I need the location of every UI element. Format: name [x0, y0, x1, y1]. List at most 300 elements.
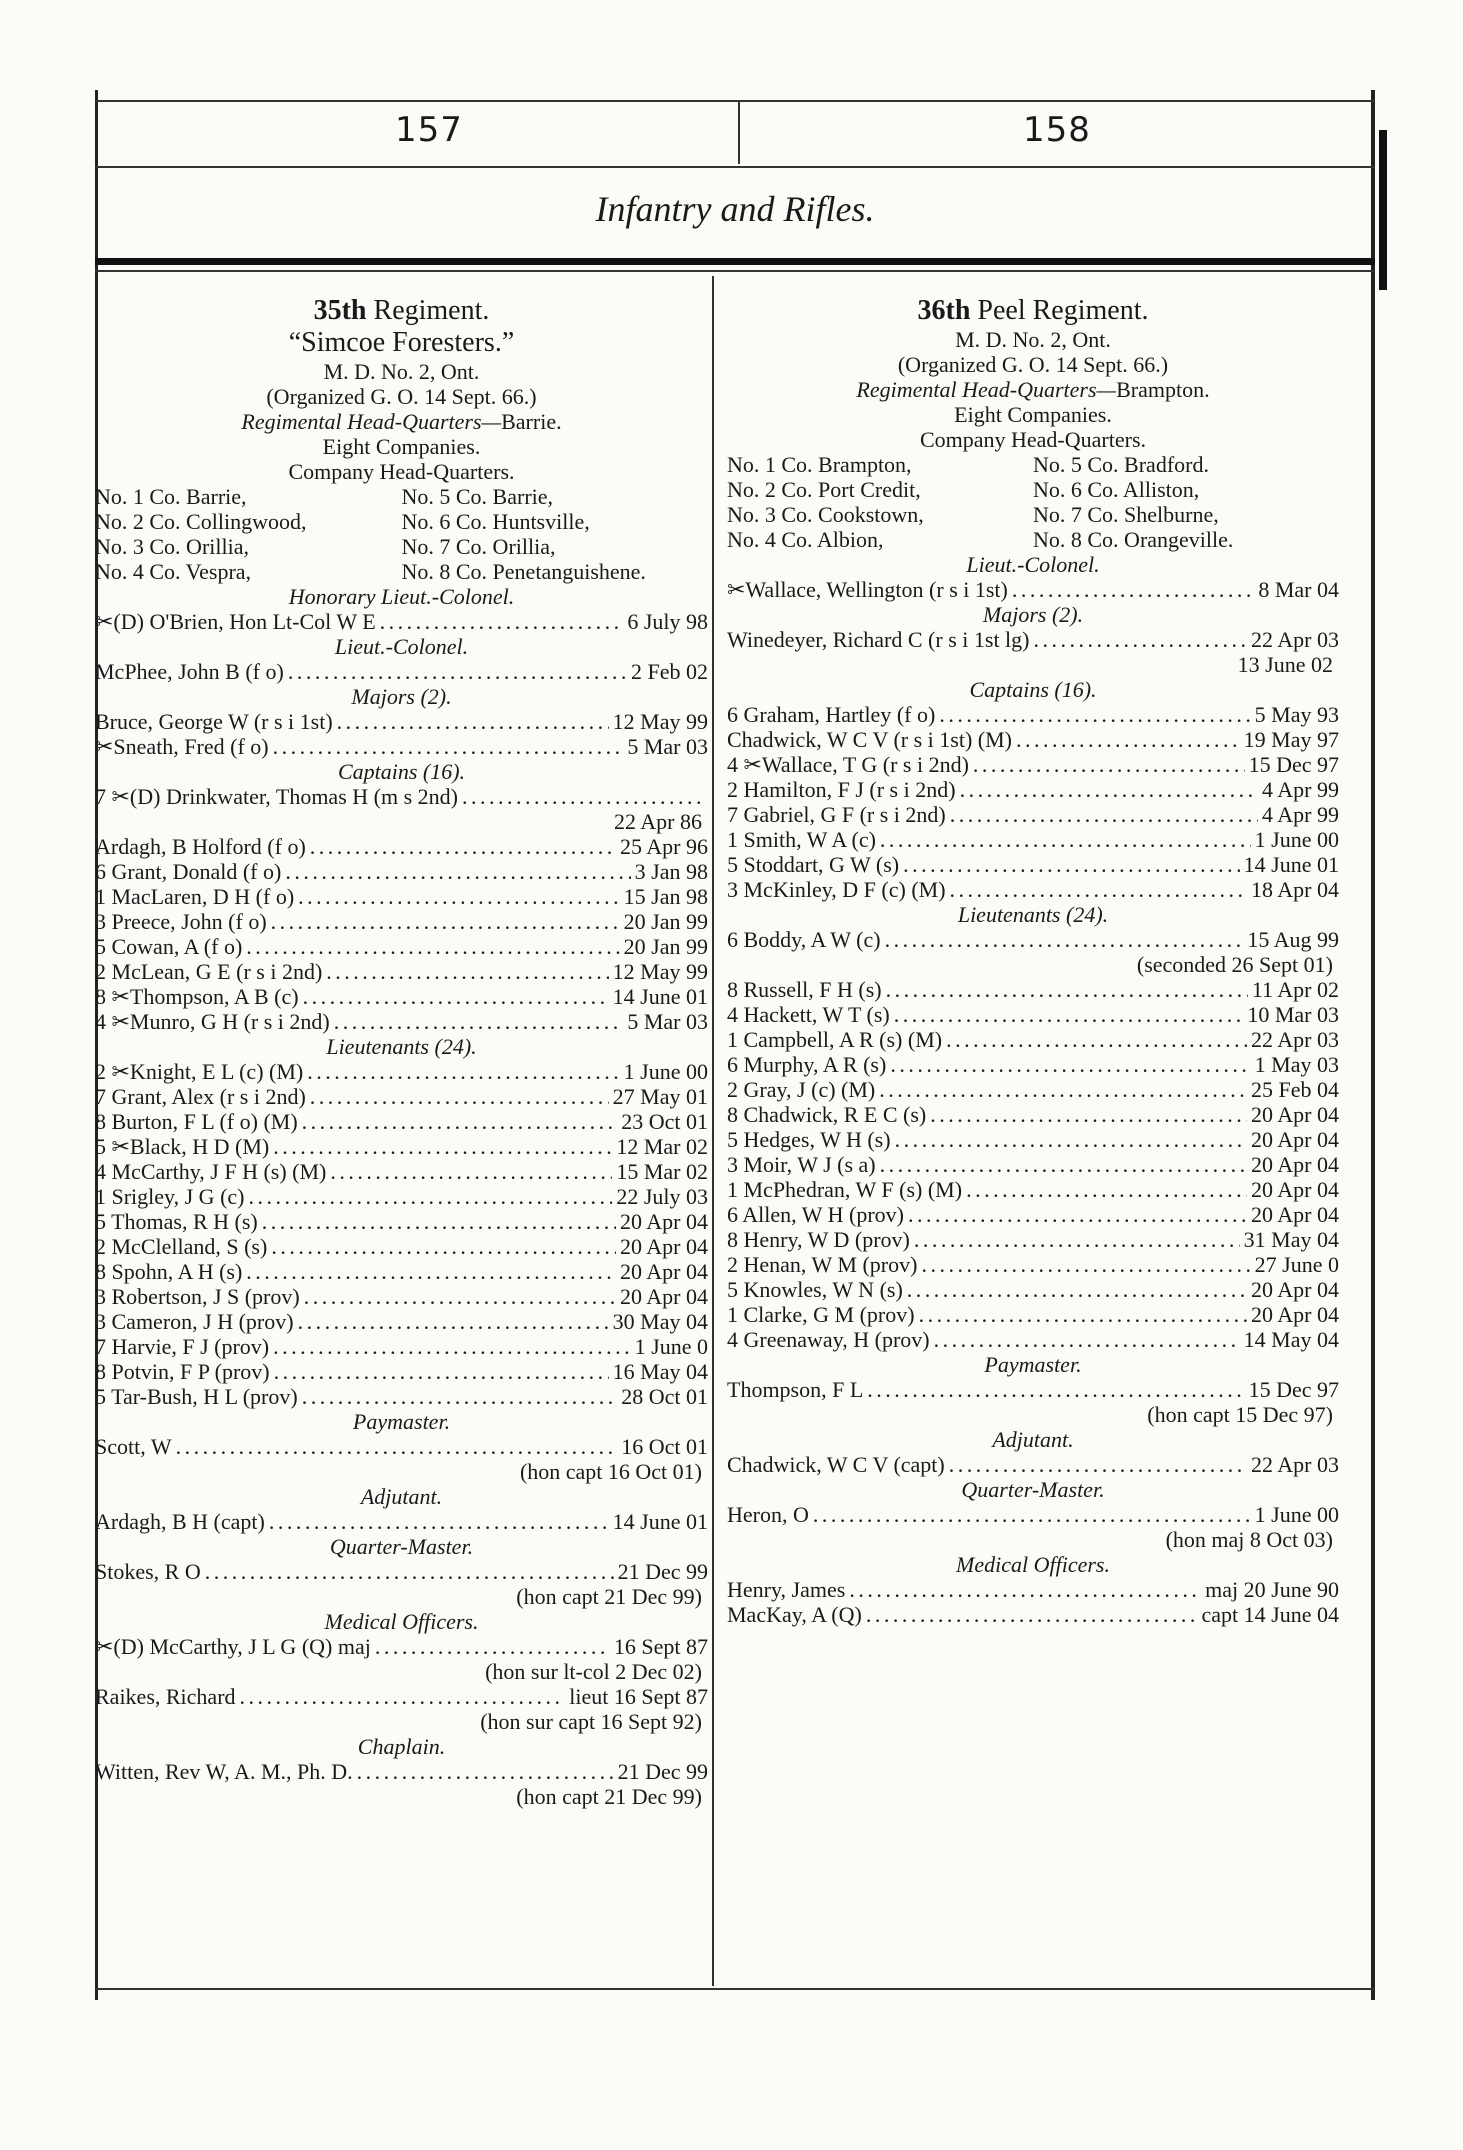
officer-entry — [727, 1252, 1339, 1277]
officer-date: 20 Jan 99 — [623, 934, 708, 959]
company-hq-cell: No. 3 Co. Orillia, — [95, 534, 249, 559]
officer-date: 14 May 04 — [1243, 1327, 1339, 1352]
officer-name: 8 Chadwick, R E C (s) — [727, 1102, 927, 1127]
dot-leader — [285, 859, 630, 884]
section-heading: Captains (16). — [337, 759, 466, 784]
officer-date: 1 June 00 — [1254, 1502, 1339, 1527]
regimental-hq — [95, 409, 708, 434]
company-hq-cell: No. 1 Co. Barrie, — [95, 484, 247, 509]
officer-name: 2 McLean, G E (r s i 2nd) — [95, 959, 323, 984]
page-number-left: 157 — [395, 110, 463, 150]
officer-entry — [727, 1152, 1339, 1177]
officer-entry — [727, 702, 1339, 727]
officer-name: Heron, O — [727, 1502, 809, 1527]
dot-leader — [813, 1502, 1251, 1527]
officer-date: lieut 16 Sept 87 — [569, 1684, 708, 1709]
officer-date: 23 Oct 01 — [621, 1109, 708, 1134]
officer-entry — [95, 1259, 708, 1284]
officer-entry — [727, 752, 1339, 777]
officer-date: 22 Apr 03 — [1251, 1452, 1339, 1477]
officer-entry — [727, 1052, 1339, 1077]
thin-rule — [95, 270, 1375, 272]
dot-leader — [903, 852, 1240, 877]
officer-entry — [95, 834, 708, 859]
officer-date: 8 Mar 04 — [1258, 577, 1339, 602]
header-rule — [95, 166, 1375, 168]
officer-name: 7 Gabriel, G F (r s i 2nd) — [727, 802, 946, 827]
hq-label: Regimental Head-Quarters— — [856, 377, 1117, 402]
dot-leader — [298, 884, 620, 909]
officer-entry — [727, 627, 1339, 652]
officer-entry — [95, 934, 708, 959]
top-rule — [95, 100, 1375, 102]
regiment-nickname: “Simcoe Foresters.” — [288, 327, 515, 358]
officer-date: 18 Apr 04 — [1251, 877, 1339, 902]
regiment-word: Peel Regiment. — [977, 295, 1149, 326]
officer-entry — [727, 827, 1339, 852]
officer-name: 7 Grant, Alex (r s i 2nd) — [95, 1084, 306, 1109]
officer-name: 4 ✂Wallace, T G (r s i 2nd) — [727, 752, 969, 777]
dot-leader — [240, 1684, 566, 1709]
officer-name: 6 Murphy, A R (s) — [727, 1052, 887, 1077]
officer-name: Ardagh, B H (capt) — [95, 1509, 265, 1534]
company-hq-cell: No. 6 Co. Alliston, — [1033, 477, 1200, 502]
officer-entry — [95, 1209, 708, 1234]
officer-name: 2 ✂Knight, E L (c) (M) — [95, 1059, 304, 1084]
officer-entry — [95, 709, 708, 734]
dot-leader — [914, 1227, 1240, 1252]
binding-shadow — [1379, 130, 1387, 290]
company-hq-cell: No. 5 Co. Bradford. — [1033, 452, 1209, 477]
section-heading: Medical Officers. — [324, 1609, 479, 1634]
company-hq-cell: No. 7 Co. Shelburne, — [1033, 502, 1219, 527]
officer-entry — [727, 1502, 1339, 1527]
company-hq-row — [727, 502, 1339, 527]
regimental-hq — [727, 377, 1339, 402]
regiment-title — [727, 295, 1339, 327]
dot-leader — [310, 834, 616, 859]
officer-name: 1 Srigley, J G (c) — [95, 1184, 245, 1209]
section-heading: Lieut.-Colonel. — [334, 634, 469, 659]
officer-entry — [727, 1327, 1339, 1352]
dot-leader — [894, 1002, 1244, 1027]
officer-date: 12 May 99 — [612, 709, 708, 734]
company-hq-row — [95, 509, 708, 534]
dot-leader — [334, 1009, 624, 1034]
officer-note: (hon maj 8 Oct 03) — [1165, 1527, 1333, 1552]
officer-date: 16 May 04 — [612, 1359, 708, 1384]
officer-name: 8 Russell, F H (s) — [727, 977, 882, 1002]
officer-entry — [727, 727, 1339, 752]
officer-name: 5 Tar-Bush, H L (prov) — [95, 1384, 298, 1409]
officer-name: 3 Robertson, J S (prov) — [95, 1284, 300, 1309]
dot-leader — [885, 927, 1244, 952]
dot-leader — [302, 1384, 618, 1409]
organized-note: (Organized G. O. 14 Sept. 66.) — [266, 384, 537, 409]
officer-date: 16 Sept 87 — [613, 1634, 708, 1659]
dot-leader — [907, 1277, 1247, 1302]
officer-date: 20 Apr 04 — [620, 1234, 708, 1259]
officer-name: 2 Henan, W M (prov) — [727, 1252, 918, 1277]
officer-entry — [95, 1559, 708, 1584]
section-heading: Paymaster. — [352, 1409, 451, 1434]
officer-note: (hon capt 21 Dec 99) — [516, 1784, 702, 1809]
officer-name: 3 McKinley, D F (c) (M) — [727, 877, 946, 902]
dot-leader — [307, 1059, 619, 1084]
dot-leader — [246, 1259, 616, 1284]
companies-count: Eight Companies. — [322, 434, 481, 459]
officer-entry — [95, 909, 708, 934]
dot-leader — [880, 1152, 1247, 1177]
dot-leader — [939, 702, 1250, 727]
officer-name: 5 Knowles, W N (s) — [727, 1277, 903, 1302]
officer-entry — [727, 1177, 1339, 1202]
officer-name: ✂Sneath, Fred (f o) — [95, 734, 269, 759]
officer-date: 4 Apr 99 — [1262, 802, 1339, 827]
page — [95, 90, 1375, 2010]
officer-date: 20 Jan 99 — [623, 909, 708, 934]
frame-right-rule — [1371, 90, 1375, 2000]
section-heading: Chaplain. — [357, 1734, 446, 1759]
officer-note: (hon sur capt 16 Sept 92) — [480, 1709, 702, 1734]
officer-date: 12 Mar 02 — [616, 1134, 708, 1159]
officer-entry — [727, 1577, 1339, 1602]
officer-name: ✂(D) McCarthy, J L G (Q) maj — [95, 1634, 371, 1659]
officer-date: 25 Feb 04 — [1251, 1077, 1339, 1102]
company-hq-cell: No. 4 Co. Vespra, — [95, 559, 252, 584]
officer-name: 8 ✂Thompson, A B (c) — [95, 984, 299, 1009]
dot-leader — [273, 1134, 612, 1159]
dot-leader — [921, 1252, 1250, 1277]
thick-rule — [95, 258, 1375, 265]
section-heading: Lieut.-Colonel. — [966, 552, 1100, 577]
officer-date: 6 July 98 — [627, 609, 708, 634]
company-hq-row — [727, 452, 1339, 477]
dot-leader — [934, 1327, 1240, 1352]
officer-name: 8 Potvin, F P (prov) — [95, 1359, 270, 1384]
officer-entry — [95, 984, 708, 1009]
dot-leader — [866, 1602, 1198, 1627]
officer-entry — [95, 1159, 708, 1184]
officer-note: 13 June 02 — [1237, 652, 1333, 677]
regiment-number: 36th — [917, 295, 971, 326]
officer-name: 1 Clarke, G M (prov) — [727, 1302, 915, 1327]
dot-leader — [960, 777, 1258, 802]
regiment-title — [95, 295, 708, 327]
dot-leader — [205, 1559, 614, 1584]
dot-leader — [288, 659, 627, 684]
officer-name: 7 Harvie, F J (prov) — [95, 1334, 270, 1359]
officer-name: Scott, W — [95, 1434, 172, 1459]
officer-date: 22 July 03 — [616, 1184, 708, 1209]
officer-date: 19 May 97 — [1243, 727, 1339, 752]
company-hq-row — [727, 527, 1339, 552]
section-heading: Adjutant. — [360, 1484, 443, 1509]
section-heading: Captains (16). — [969, 677, 1097, 702]
officer-name: 5 Hedges, W H (s) — [727, 1127, 891, 1152]
officer-date: 20 Apr 04 — [1251, 1127, 1339, 1152]
officer-note: (hon capt 21 Dec 99) — [516, 1584, 702, 1609]
officer-name: 7 ✂(D) Drinkwater, Thomas H (m s 2nd) — [95, 784, 458, 809]
dot-leader — [262, 1209, 616, 1234]
officer-date: 20 Apr 04 — [620, 1209, 708, 1234]
officer-date: 12 May 99 — [612, 959, 708, 984]
dot-leader — [302, 1109, 618, 1134]
officer-date: 20 Apr 04 — [1251, 1202, 1339, 1227]
officer-entry — [727, 927, 1339, 952]
officer-entry — [727, 802, 1339, 827]
section-heading: Lieutenants (24). — [326, 1034, 477, 1059]
company-hq-row — [727, 477, 1339, 502]
dot-leader — [298, 1309, 609, 1334]
officer-date: 22 Apr 03 — [1251, 627, 1339, 652]
company-hq-cell: No. 8 Co. Penetanguishene. — [401, 559, 646, 584]
officer-name: McPhee, John B (f o) — [95, 659, 284, 684]
section-heading: Honorary Lieut.-Colonel. — [288, 584, 515, 609]
dot-leader — [867, 1377, 1244, 1402]
officer-date: 11 Apr 02 — [1251, 977, 1339, 1002]
hq-place: Brampton. — [1116, 377, 1210, 402]
officer-entry — [727, 577, 1339, 602]
officer-name: 2 McClelland, S (s) — [95, 1234, 268, 1259]
officer-entry — [727, 977, 1339, 1002]
officer-entry — [727, 852, 1339, 877]
officer-date: 1 June 00 — [1254, 827, 1339, 852]
dot-leader — [375, 1634, 610, 1659]
company-hq-cell: No. 5 Co. Barrie, — [401, 484, 554, 509]
companies-count: Eight Companies. — [954, 402, 1112, 427]
section-heading: Medical Officers. — [956, 1552, 1110, 1577]
officer-name: 5 Stoddart, G W (s) — [727, 852, 900, 877]
officer-date: 5 May 93 — [1254, 702, 1339, 727]
dot-leader — [946, 1027, 1247, 1052]
officer-date: 20 Apr 04 — [1251, 1152, 1339, 1177]
dot-leader — [326, 959, 608, 984]
officer-entry — [727, 1127, 1339, 1152]
dot-leader — [849, 1577, 1201, 1602]
officer-date: 20 Apr 04 — [620, 1284, 708, 1309]
officer-entry — [95, 1234, 708, 1259]
officer-entry — [95, 884, 708, 909]
officer-entry — [95, 1184, 708, 1209]
officer-date: 15 Jan 98 — [623, 884, 708, 909]
officer-date: 22 Apr 03 — [1251, 1027, 1339, 1052]
dot-leader — [357, 1759, 614, 1784]
company-hq-row — [95, 559, 708, 584]
officer-name: Raikes, Richard — [95, 1684, 236, 1709]
company-hq-cell: No. 3 Co. Cookstown, — [727, 502, 924, 527]
officer-name: 5 ✂Black, H D (M) — [95, 1134, 270, 1159]
company-hq-cell: No. 4 Co. Albion, — [727, 527, 884, 552]
officer-entry — [727, 777, 1339, 802]
officer-date: 14 June 01 — [1243, 852, 1339, 877]
dot-leader — [919, 1302, 1247, 1327]
officer-date: 27 May 01 — [612, 1084, 708, 1109]
dot-leader — [269, 1509, 609, 1534]
officer-date: 31 May 04 — [1243, 1227, 1339, 1252]
dot-leader — [273, 1334, 631, 1359]
officer-date: 2 Feb 02 — [631, 659, 708, 684]
officer-note: (seconded 26 Sept 01) — [1136, 952, 1333, 977]
officer-entry — [727, 1102, 1339, 1127]
column-divider — [712, 276, 714, 1986]
header-divider — [738, 102, 740, 164]
dot-leader — [973, 752, 1245, 777]
officer-entry — [727, 1002, 1339, 1027]
officer-entry — [727, 1027, 1339, 1052]
officer-date: 28 Oct 01 — [621, 1384, 708, 1409]
company-hq-cell: No. 6 Co. Huntsville, — [401, 509, 590, 534]
officer-entry — [95, 734, 708, 759]
officer-date: 3 Jan 98 — [634, 859, 708, 884]
section-heading: Majors (2). — [351, 684, 452, 709]
dot-leader — [274, 1359, 609, 1384]
officer-date: 27 June 0 — [1254, 1252, 1339, 1277]
military-district: M. D. No. 2, Ont. — [955, 327, 1111, 352]
officer-date: 1 June 0 — [634, 1334, 708, 1359]
officer-entry — [727, 1302, 1339, 1327]
dot-leader — [879, 1077, 1247, 1102]
company-hq-cell: No. 2 Co. Collingwood, — [95, 509, 307, 534]
dot-leader — [908, 1202, 1247, 1227]
officer-name: 3 Cameron, J H (prov) — [95, 1309, 294, 1334]
officer-entry — [95, 1084, 708, 1109]
company-hq-title: Company Head-Quarters. — [288, 459, 515, 484]
dot-leader — [1012, 577, 1254, 602]
company-hq-title: Company Head-Quarters. — [919, 427, 1147, 452]
officer-note: 22 Apr 86 — [614, 809, 702, 834]
section-title: Infantry and Rifles. — [595, 189, 875, 229]
officer-entry — [95, 1109, 708, 1134]
dot-leader — [303, 984, 609, 1009]
officer-entry — [727, 1602, 1339, 1627]
officer-entry — [95, 1684, 708, 1709]
officer-name: Bruce, George W (r s i 1st) — [95, 709, 333, 734]
officer-date: 1 June 00 — [623, 1059, 708, 1084]
officer-date: 5 Mar 03 — [627, 1009, 708, 1034]
officer-date: 1 May 03 — [1254, 1052, 1339, 1077]
officer-date: 4 Apr 99 — [1262, 777, 1339, 802]
officer-name: 6 Grant, Donald (f o) — [95, 859, 282, 884]
dot-leader — [304, 1284, 616, 1309]
dot-leader — [1016, 727, 1240, 752]
section-heading: Majors (2). — [982, 602, 1084, 627]
officer-entry — [727, 1277, 1339, 1302]
officer-date: 20 Apr 04 — [1251, 1302, 1339, 1327]
officer-name: 4 Hackett, W T (s) — [727, 1002, 890, 1027]
officer-name: 8 Spohn, A H (s) — [95, 1259, 243, 1284]
officer-date: maj 20 June 90 — [1205, 1577, 1339, 1602]
officer-note: (hon capt 16 Oct 01) — [519, 1459, 702, 1484]
officer-name: MacKay, A (Q) — [727, 1602, 862, 1627]
officer-name: Henry, James — [727, 1577, 846, 1602]
officer-date: 20 Apr 04 — [1251, 1102, 1339, 1127]
dot-leader — [310, 1084, 609, 1109]
dot-leader — [330, 1159, 612, 1184]
officer-name: 2 Gray, J (c) (M) — [727, 1077, 876, 1102]
regiment-number: 35th — [313, 295, 367, 326]
dot-leader — [337, 709, 609, 734]
officer-name: 2 Hamilton, F J (r s i 2nd) — [727, 777, 956, 802]
officer-name: 6 Graham, Hartley (f o) — [727, 702, 936, 727]
company-hq-cell: No. 1 Co. Brampton, — [727, 452, 912, 477]
military-district: M. D. No. 2, Ont. — [323, 359, 480, 384]
section-heading: Paymaster. — [984, 1352, 1082, 1377]
officer-entry — [95, 1059, 708, 1084]
officer-name: Chadwick, W C V (r s i 1st) (M) — [727, 727, 1012, 752]
officer-entry — [95, 859, 708, 884]
officer-name: Thompson, F L — [727, 1377, 864, 1402]
officer-entry — [727, 1452, 1339, 1477]
officer-date: 15 Dec 97 — [1248, 752, 1339, 777]
dot-leader — [462, 784, 704, 809]
officer-date: 20 Apr 04 — [1251, 1177, 1339, 1202]
officer-note: (hon sur lt-col 2 Dec 02) — [485, 1659, 702, 1684]
dot-leader — [886, 977, 1248, 1002]
officer-name: 3 Moir, W J (s a) — [727, 1152, 876, 1177]
dot-leader — [880, 827, 1251, 852]
dot-leader — [890, 1052, 1250, 1077]
officer-date: 15 Dec 97 — [1248, 1377, 1339, 1402]
bottom-rule — [95, 1988, 1375, 1990]
left-column — [95, 295, 708, 1809]
officer-name: Stokes, R O — [95, 1559, 201, 1584]
section-heading: Quarter-Master. — [329, 1534, 474, 1559]
officer-entry — [727, 1377, 1339, 1402]
officer-name: 4 McCarthy, J F H (s) (M) — [95, 1159, 327, 1184]
officer-date: 21 Dec 99 — [617, 1759, 708, 1784]
officer-entry — [95, 609, 708, 634]
dot-leader — [271, 909, 620, 934]
dot-leader — [930, 1102, 1247, 1127]
officer-note: (hon capt 15 Dec 97) — [1147, 1402, 1333, 1427]
officer-date: 20 Apr 04 — [1251, 1277, 1339, 1302]
officer-date: 14 June 01 — [612, 984, 708, 1009]
officer-date: 21 Dec 99 — [617, 1559, 708, 1584]
section-heading: Adjutant. — [992, 1427, 1074, 1452]
officer-entry — [95, 1634, 708, 1659]
officer-name: 4 ✂Munro, G H (r s i 2nd) — [95, 1009, 330, 1034]
dot-leader — [950, 877, 1247, 902]
officer-entry — [95, 1384, 708, 1409]
officer-name: 4 Greenaway, H (prov) — [727, 1327, 930, 1352]
officer-date: 16 Oct 01 — [621, 1434, 708, 1459]
dot-leader — [380, 609, 624, 634]
officer-entry — [727, 1077, 1339, 1102]
officer-entry — [95, 1759, 708, 1784]
company-hq-row — [95, 534, 708, 559]
right-column — [727, 295, 1339, 1627]
officer-name: 3 Preece, John (f o) — [95, 909, 267, 934]
officer-entry — [95, 1134, 708, 1159]
officer-name: 5 Thomas, R H (s) — [95, 1209, 258, 1234]
officer-name: ✂Wallace, Wellington (r s i 1st) — [727, 577, 1008, 602]
officer-name: 8 Burton, F L (f o) (M) — [95, 1109, 298, 1134]
officer-entry — [95, 1284, 708, 1309]
officer-name: 6 Boddy, A W (c) — [727, 927, 881, 952]
hq-place: Barrie. — [501, 409, 562, 434]
officer-name: 1 McPhedran, W F (s) (M) — [727, 1177, 963, 1202]
officer-entry — [95, 784, 708, 809]
dot-leader — [966, 1177, 1247, 1202]
hq-label: Regimental Head-Quarters— — [241, 409, 502, 434]
officer-date: 5 Mar 03 — [627, 734, 708, 759]
officer-name: Chadwick, W C V (capt) — [727, 1452, 945, 1477]
officer-entry — [95, 959, 708, 984]
dot-leader — [176, 1434, 618, 1459]
officer-name: 5 Cowan, A (f o) — [95, 934, 243, 959]
dot-leader — [1034, 627, 1248, 652]
